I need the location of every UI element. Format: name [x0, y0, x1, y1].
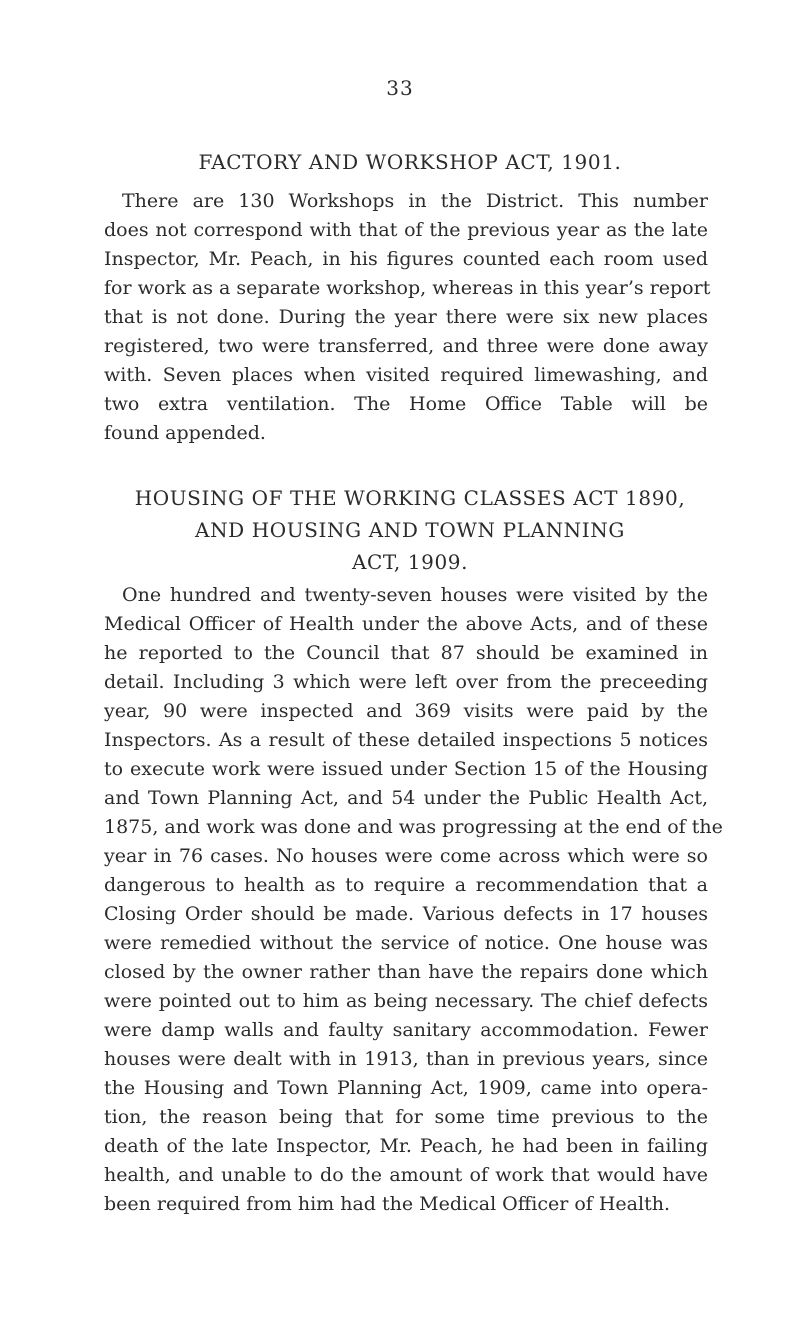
section-heading-housing-acts [100, 482, 720, 578]
heading-line: AND HOUSING AND TOWN PLANNING [195, 518, 625, 542]
text-line: detail. Including 3 which were left over from the preceeding [104, 671, 708, 693]
text-line: houses were dealt with in 1913, than in previous years, since [104, 1048, 708, 1070]
paragraph-housing-inspections [104, 581, 723, 1219]
text-line: year, 90 were inspected and 369 visits were paid by the [104, 700, 708, 722]
page-number: 33 [386, 76, 414, 100]
text-line: 1875, and work was done and was progressing at the end of the [104, 816, 723, 838]
text-line: were damp walls and faulty sanitary accommodation. Fewer [104, 1019, 708, 1041]
text-line: There are 130 Workshops in the District. This number [122, 190, 708, 212]
text-line: and Town Planning Act, and 54 under the Public Health Act, [104, 787, 708, 809]
text-line: Inspectors. As a result of these detailed inspections 5 notices [104, 729, 708, 751]
text-line: Closing Order should be made. Various defects in 17 houses [104, 903, 708, 925]
text-line: death of the late Inspector, Mr. Peach, he had been in failing [104, 1135, 708, 1157]
heading-line: HOUSING OF THE WORKING CLASSES ACT 1890, [134, 486, 686, 510]
text-line: registered, two were transferred, and three were done away [104, 335, 708, 357]
text-line: One hundred and twenty-seven houses were visited by the [122, 584, 708, 606]
text-line: Medical Officer of Health under the above Acts, and of these [104, 613, 708, 635]
text-line: with. Seven places when visited required limewashing, and [104, 364, 708, 386]
text-line: were pointed out to him as being necessary. The chief defects [104, 990, 708, 1012]
text-line: health, and unable to do the amount of work that would have [104, 1164, 708, 1186]
text-line: closed by the owner rather than have the repairs done which [104, 961, 708, 983]
text-line: he reported to the Council that 87 should be examined in [104, 642, 708, 664]
text-line: found appended. [104, 422, 266, 444]
text-line: year in 76 cases. No houses were come across which were so [104, 845, 708, 867]
heading-line: ACT, 1909. [351, 550, 469, 574]
text-line: two extra ventilation. The Home Office Table will be [104, 393, 708, 415]
text-line: for work as a separate workshop, whereas in this year’s report [104, 277, 711, 299]
text-line: the Housing and Town Planning Act, 1909, came into opera- [104, 1077, 708, 1099]
paragraph-workshops [104, 187, 711, 448]
text-line: to execute work were issued under Section 15 of the Housing [104, 758, 708, 780]
text-line: dangerous to health as to require a recommendation that a [104, 874, 708, 896]
section-heading-factory-workshop-act: FACTORY AND WORKSHOP ACT, 1901. [198, 150, 622, 174]
text-line: been required from him had the Medical Officer of Health. [104, 1193, 670, 1215]
text-line: were remedied without the service of notice. One house was [104, 932, 708, 954]
text-line: tion, the reason being that for some time previous to the [104, 1106, 708, 1128]
text-line: does not correspond with that of the previous year as the late [104, 219, 708, 241]
text-line: that is not done. During the year there were six new places [104, 306, 708, 328]
text-line: Inspector, Mr. Peach, in his figures counted each room used [104, 248, 708, 270]
